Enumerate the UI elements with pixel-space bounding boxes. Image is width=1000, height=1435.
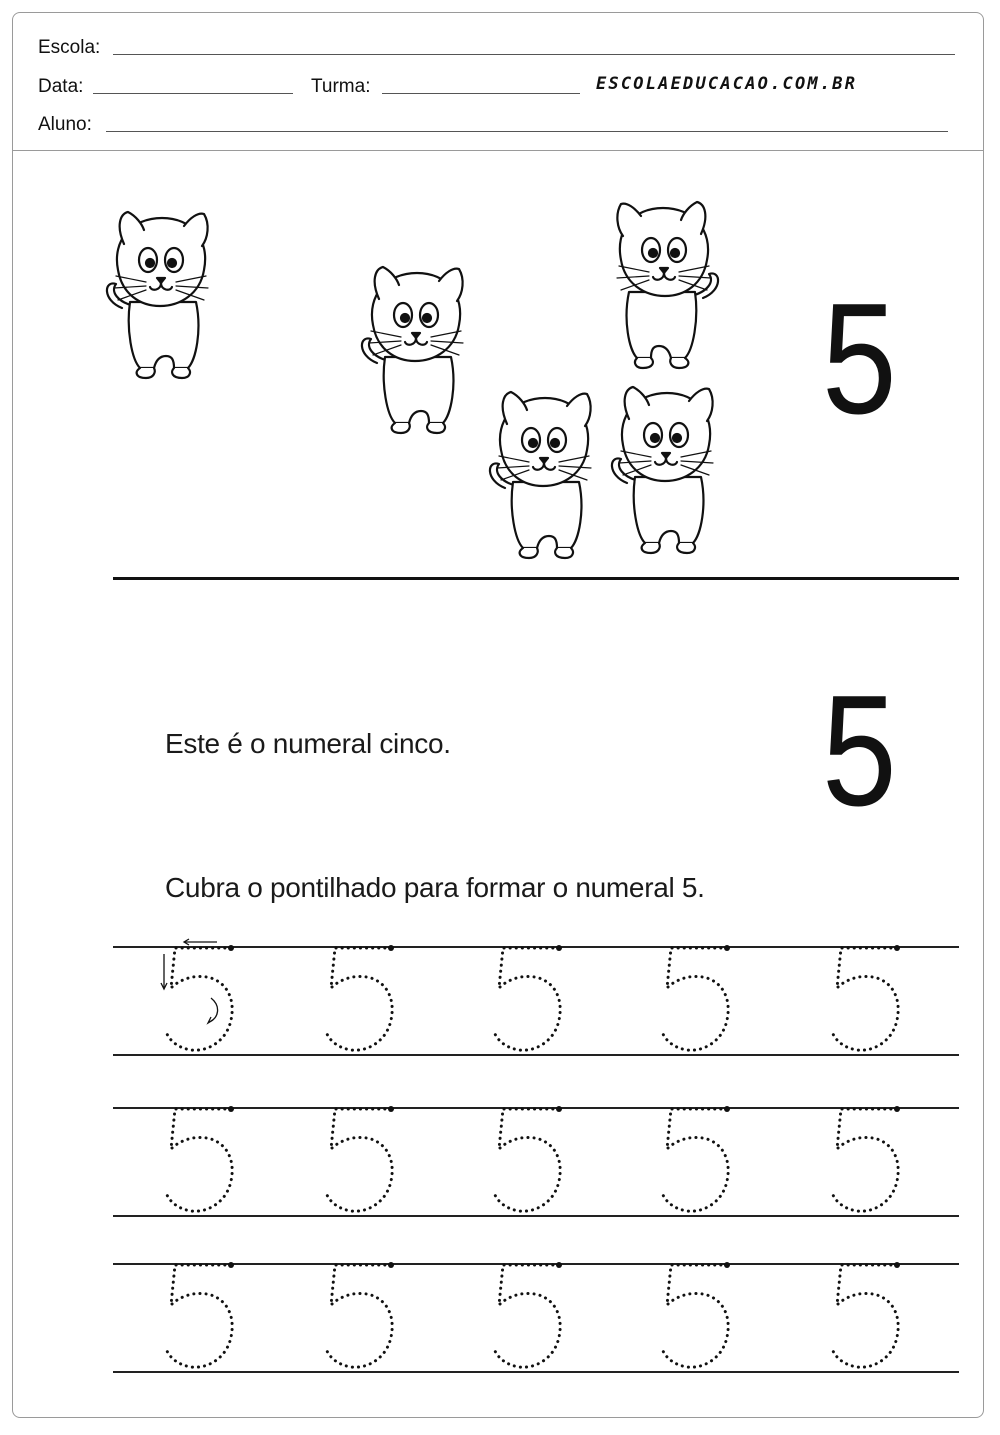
dotted-numeral-5[interactable] [163, 1105, 243, 1215]
tracing-instruction: Cubra o pontilhado para formar o numeral 5. [165, 872, 705, 903]
dotted-numeral-5[interactable] [491, 944, 571, 1054]
student-label: Aluno: [38, 114, 92, 135]
dotted-numeral-5[interactable] [829, 944, 909, 1054]
dotted-numeral-5[interactable] [323, 1105, 403, 1215]
dotted-numeral-5[interactable] [659, 1261, 739, 1371]
school-field-line[interactable] [113, 54, 955, 55]
numeral-statement: Este é o numeral cinco. [165, 728, 451, 759]
header-divider [12, 150, 984, 151]
five-cats-illustration [100, 185, 740, 575]
tracing-row-2 [113, 1105, 959, 1215]
dotted-numeral-5[interactable] [163, 1261, 243, 1371]
student-field-line[interactable] [106, 131, 948, 132]
dotted-numeral-5[interactable] [659, 944, 739, 1054]
dotted-numeral-5[interactable] [323, 1261, 403, 1371]
dotted-numeral-5[interactable] [163, 944, 243, 1054]
guide-line-bottom-2 [113, 1215, 959, 1217]
website-logo: ESCOLAEDUCACAO.COM.BR [596, 74, 858, 94]
tracing-row-3 [113, 1261, 959, 1371]
date-field-line[interactable] [93, 93, 293, 94]
class-field-line[interactable] [382, 93, 580, 94]
illustration-numeral: 5 [822, 271, 897, 447]
school-label: Escola: [38, 37, 101, 58]
dotted-numeral-5[interactable] [323, 944, 403, 1054]
tracing-row-1 [113, 944, 959, 1054]
date-label: Data: [38, 76, 84, 97]
dotted-numeral-5[interactable] [829, 1105, 909, 1215]
section-divider [113, 577, 959, 580]
dotted-numeral-5[interactable] [659, 1105, 739, 1215]
dotted-numeral-5[interactable] [829, 1261, 909, 1371]
guide-line-bottom-3 [113, 1371, 959, 1373]
class-label: Turma: [311, 76, 371, 97]
dotted-numeral-5[interactable] [491, 1105, 571, 1215]
dotted-numeral-5[interactable] [491, 1261, 571, 1371]
lesson-numeral: 5 [822, 663, 897, 839]
guide-line-bottom-1 [113, 1054, 959, 1056]
